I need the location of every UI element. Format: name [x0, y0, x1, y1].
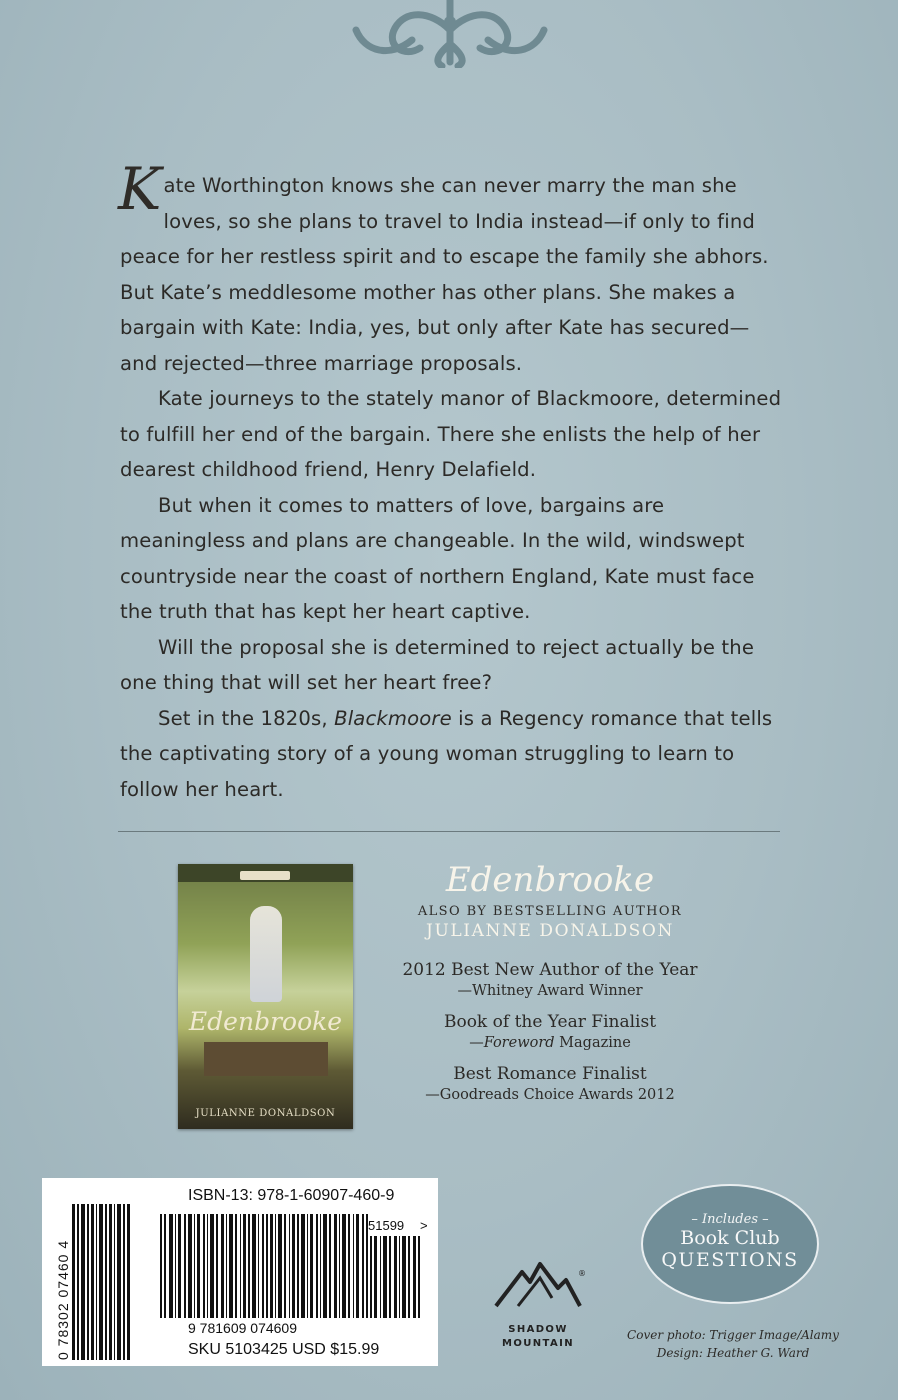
woman-figure: [250, 906, 282, 1002]
badge-line2: QUESTIONS: [661, 1249, 799, 1271]
also-by-label: ALSO BY BESTSELLING AUTHOR: [417, 904, 683, 919]
also-by-promo: [390, 860, 710, 1105]
divider-rule: [118, 831, 780, 832]
cover-plaque: [240, 871, 290, 880]
badge-includes: – Includes –: [691, 1212, 769, 1227]
photo-credit: Cover photo: Trigger Image/Alamy: [627, 1328, 839, 1342]
blurb-paragraph-3: But when it comes to matters of love, bargains are meaningless and plans are changeable. In the wild, windswept countryside near the coast of northern England, Kate must face the truth that has kept her heart captive.: [120, 493, 755, 623]
price-code: 51599: [368, 1218, 405, 1233]
drop-cap: K: [118, 155, 162, 223]
barcode-bars-upc: [72, 1204, 132, 1360]
publisher-name: SHADOW MOUNTAIN: [501, 1324, 574, 1349]
barcode-bars-price: [370, 1236, 430, 1318]
accolade-1: 2012 Best New Author of the Year —Whitney Award Winner: [402, 960, 698, 999]
blurb-paragraph-1: Kate Worthington knows she can never marry the man she loves, so she plans to travel to India instead—if only to find peace for her restless spirit and to escape the family she abhors. But Kate’s meddlesome mother has other plans. She makes a bargain with Kate: India, yes, but only after Kate has secured—and rejected—three marriage proposals.: [118, 155, 769, 375]
sku-price: SKU 5103425 USD $15.99: [188, 1341, 380, 1358]
ornament-flourish: [350, 0, 550, 68]
accolade-2: Book of the Year Finalist —Foreword Magazine: [443, 1012, 657, 1051]
edenbrooke-cover-thumbnail: [178, 864, 353, 1129]
isbn-text: ISBN-13: 978-1-60907-460-9: [188, 1187, 395, 1204]
book-blurb: [118, 155, 782, 807]
cover-credits: [620, 1326, 846, 1362]
registered-mark: ®: [578, 1269, 586, 1278]
blurb-paragraph-5: Set in the 1820s, Blackmoore is a Regency romance that tells the captivating story of a young woman struggling to learn to follow her heart.: [120, 706, 773, 801]
book-club-badge: [641, 1184, 819, 1304]
barcode-vertical-digits: 0 78302 07460 4: [55, 1239, 71, 1360]
cover-title: Edenbrooke: [188, 1007, 343, 1036]
barcode-digits: 9 781609 074609: [188, 1320, 297, 1336]
design-credit: Design: Heather G. Ward: [656, 1346, 810, 1360]
badge-line1: Book Club: [680, 1227, 780, 1249]
blurb-paragraph-4: Will the proposal she is determined to reject actually be the one thing that will set her heart free?: [120, 635, 755, 694]
barcode-bars-isbn: [160, 1214, 370, 1318]
promo-author: JULIANNE DONALDSON: [426, 921, 674, 941]
mountain-logo-icon: [488, 1258, 588, 1308]
manor-house: [204, 1042, 328, 1076]
book-title-italic: Blackmoore: [334, 706, 452, 730]
promo-title: Edenbrooke: [445, 860, 655, 900]
accolade-3: Best Romance Finalist —Goodreads Choice Awards 2012: [425, 1064, 675, 1103]
blurb-paragraph-2: Kate journeys to the stately manor of Blackmoore, determined to fulfill her end of the bargain. There she enlists the help of her dearest childhood friend, Henry Delafield.: [120, 387, 782, 481]
cover-author: JULIANNE DONALDSON: [195, 1108, 336, 1119]
barcode-quiet-mark: >: [420, 1218, 428, 1233]
